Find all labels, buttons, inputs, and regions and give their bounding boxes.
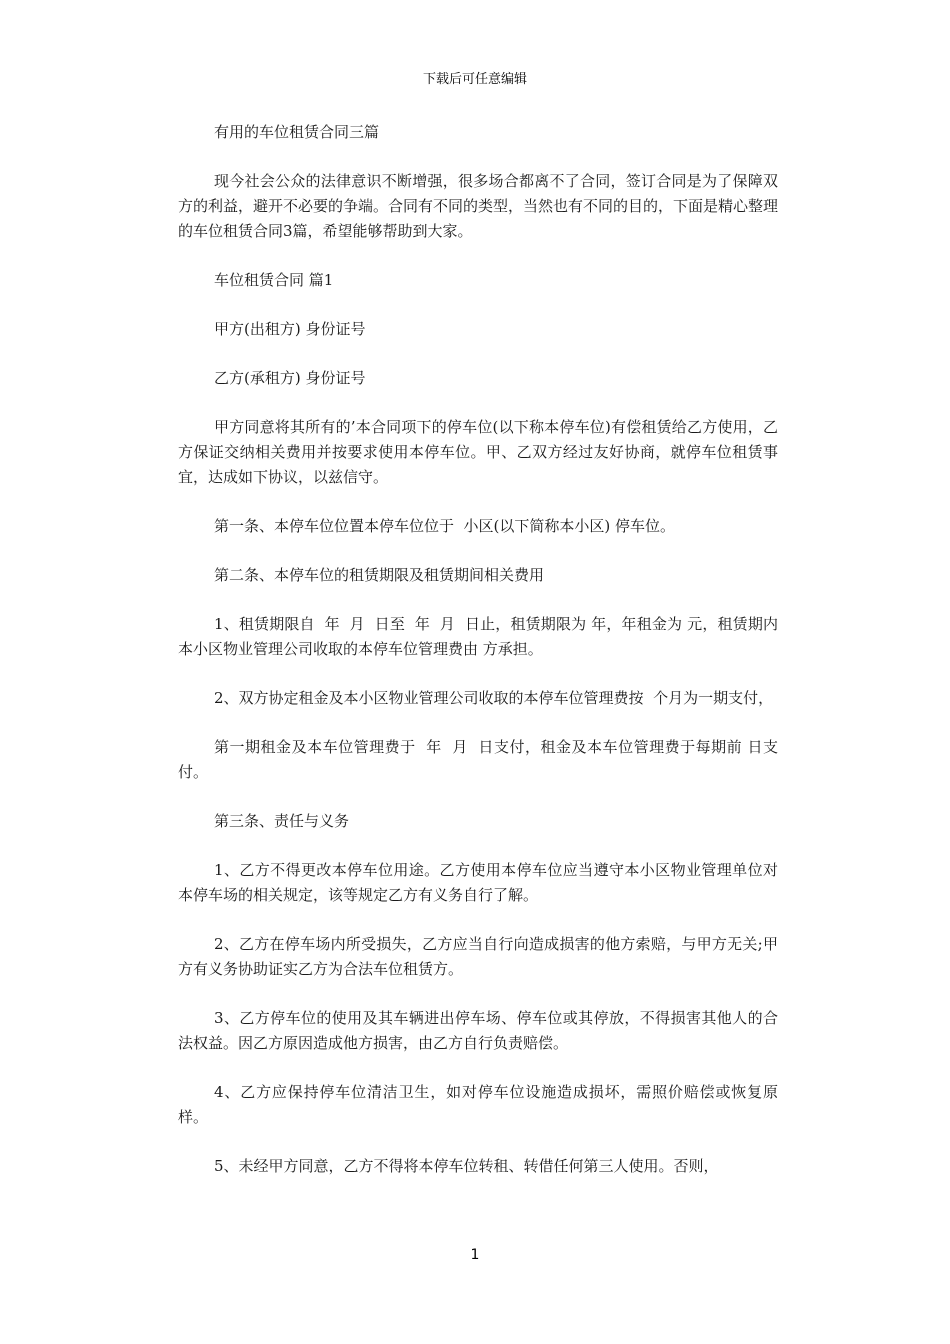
article-3-item-1: 1、乙方不得更改本停车位用途。乙方使用本停车位应当遵守本小区物业管理单位对本停车场的相关规定，该等规定乙方有义务自行了解。 [178,861,778,904]
paragraph-intro: 现今社会公众的法律意识不断增强，很多场合都离不了合同，签订合同是为了保障双方的利益，避开不必要的争端。合同有不同的类型，当然也有不同的目的，下面是精心整理的车位租赁合同3篇，希望能够帮助到大家。 [178,172,779,240]
document-body [178,120,778,1203]
article-2-item-3: 第一期租金及本车位管理费于 年 月 日支付，租金及本车位管理费于每期前 日支付。 [178,738,778,781]
article-2-item-1: 1、租赁期限自 年 月 日至 年 月 日止，租赁期限为 年，年租金为 元，租赁期内本小区物业管理公司收取的本停车位管理费由 方承担。 [178,615,778,658]
paragraph-agreement: 甲方同意将其所有的’本合同项下的停车位(以下称本停车位)有偿租赁给乙方使用，乙方保证交纳相关费用并按要求使用本停车位。甲、乙双方经过友好协商，就停车位租赁事宜，达成如下协议，以兹信守。 [178,418,778,486]
party-a-line: 甲方(出租方) 身份证号 [214,320,366,338]
party-b-line: 乙方(承租方) 身份证号 [214,369,366,387]
article-2-heading: 第二条、本停车位的租赁期限及租赁期间相关费用 [214,566,545,584]
article-2-item-2: 2、双方协定租金及本小区物业管理公司收取的本停车位管理费按 个月为一期支付， [214,689,774,707]
article-1: 第一条、本停车位位置本停车位位于 小区(以下简称本小区) 停车位。 [214,517,676,535]
article-3-item-3: 3、乙方停车位的使用及其车辆进出停车场、停车位或其停放，不得损害其他人的合法权益。因乙方原因造成他方损害，由乙方自行负责赔偿。 [178,1009,778,1052]
section-heading: 车位租赁合同 篇1 [214,271,334,289]
page-number: 1 [470,1247,480,1263]
article-3-item-5: 5、未经甲方同意，乙方不得将本停车位转租、转借任何第三人使用。否则， [214,1157,719,1175]
article-3-heading: 第三条、责任与义务 [214,812,350,830]
article-3-item-2: 2、乙方在停车场内所受损失，乙方应当自行向造成损害的他方索赔，与甲方无关;甲方有义务协助证实乙方为合法车位租赁方。 [178,935,778,978]
article-3-item-4: 4、乙方应保持停车位清洁卫生，如对停车位设施造成损坏，需照价赔偿或恢复原样。 [178,1083,778,1126]
document-title: 有用的车位租赁合同三篇 [214,123,380,141]
page-header: 下载后可任意编辑 [422,72,527,87]
